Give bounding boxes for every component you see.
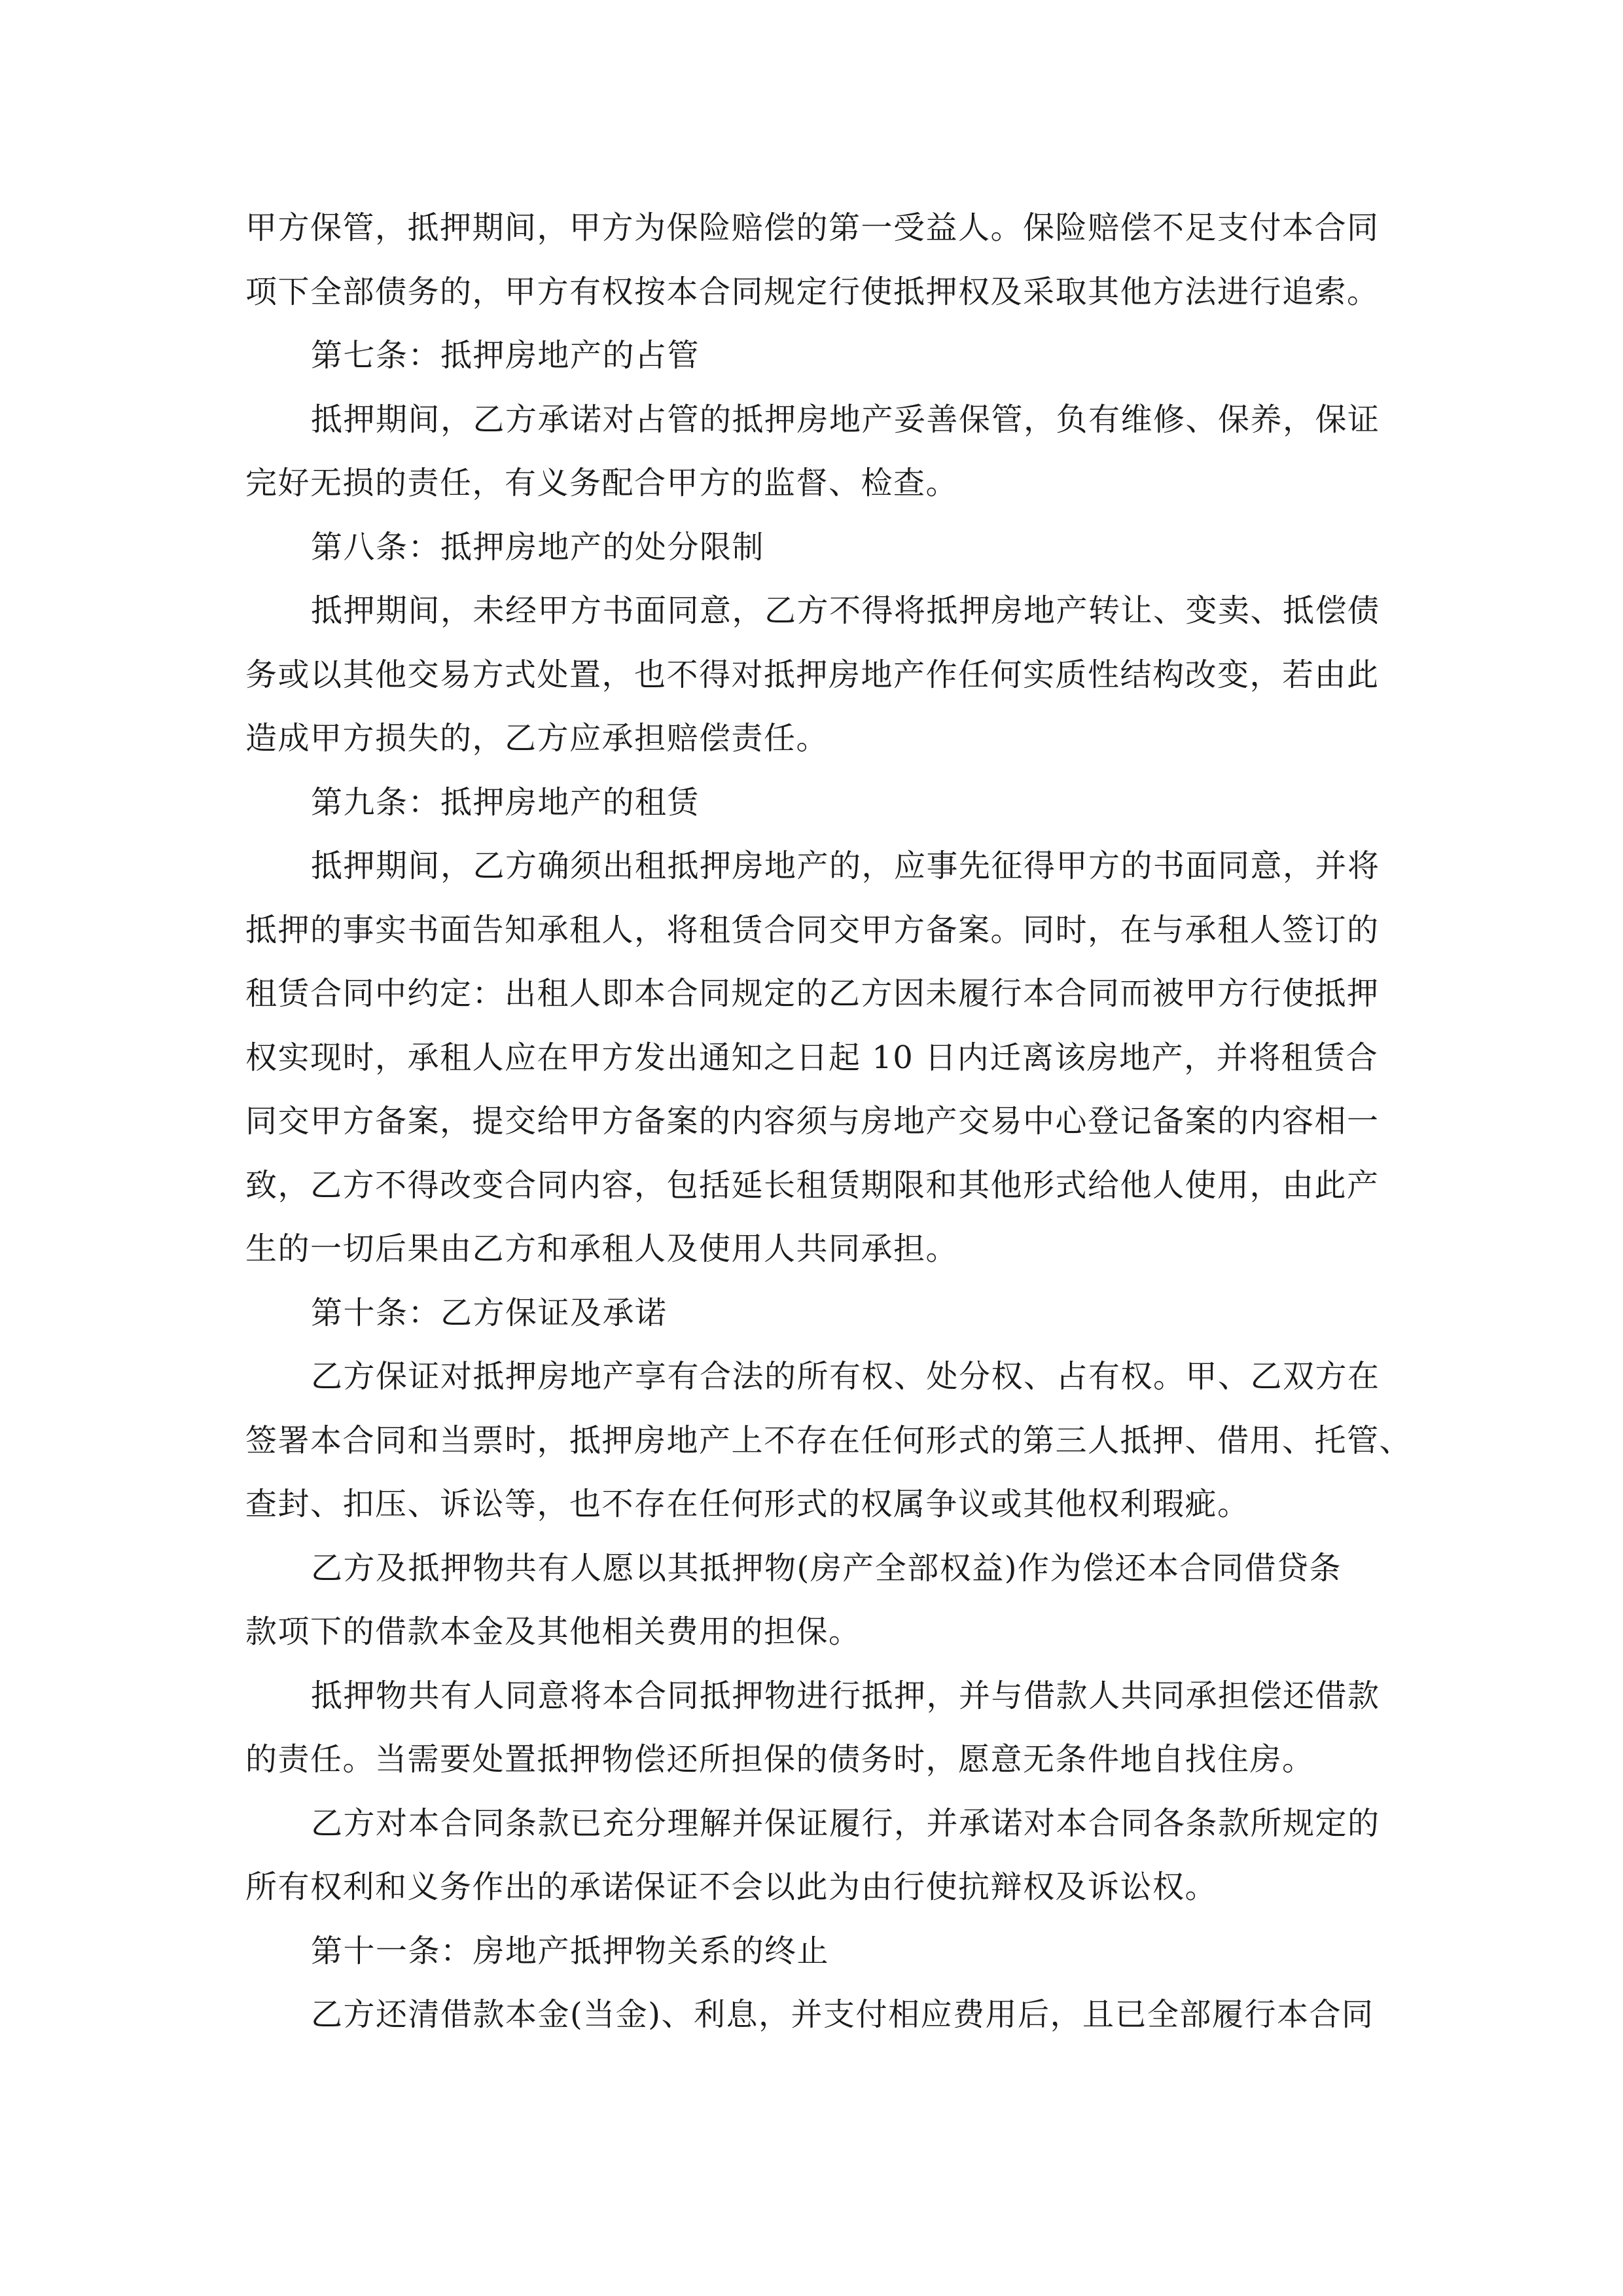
- text-line: 乙方保证对抵押房地产享有合法的所有权、处分权、占有权。甲、乙双方在: [311, 1358, 1380, 1395]
- document-body: [245, 196, 1412, 2047]
- text-line: 乙方还清借款本金(当金)、利息，并支付相应费用后，且已全部履行本合同: [311, 1996, 1374, 2033]
- text-line: 所有权利和义务作出的承诺保证不会以此为由行使抗辩权及诉讼权。: [245, 1869, 1218, 1905]
- text-line: 抵押的事实书面告知承租人，将租赁合同交甲方备案。同时，在与承租人签订的: [245, 911, 1380, 948]
- text-line: 的责任。当需要处置抵押物偿还所担保的债务时，愿意无条件地自找住房。: [245, 1741, 1315, 1778]
- text-line: 租赁合同中约定：出租人即本合同规定的乙方因未履行本合同而被甲方行使抵押: [245, 975, 1380, 1012]
- text-line: 同交甲方备案，提交给甲方备案的内容须与房地产交易中心登记备案的内容相一: [245, 1103, 1380, 1139]
- text-line: 乙方及抵押物共有人愿以其抵押物(房产全部权益)作为偿还本合同借贷条: [311, 1549, 1342, 1587]
- text-line: 项下全部债务的，甲方有权按本合同规定行使抵押权及采取其他方法进行追索。: [245, 273, 1380, 310]
- text-line: 抵押物共有人同意将本合同抵押物进行抵押，并与借款人共同承担偿还借款: [311, 1677, 1380, 1714]
- section-heading-article-11: 第十一条：房地产抵押物关系的终止: [311, 1932, 830, 1969]
- text-line: 务或以其他交易方式处置，也不得对抵押房地产作任何实质性结构改变，若由此: [245, 656, 1380, 693]
- text-line: 生的一切后果由乙方和承租人及使用人共同承担。: [245, 1230, 959, 1267]
- section-heading-article-7: 第七条：抵押房地产的占管: [311, 337, 700, 374]
- text-line: 抵押期间，未经甲方书面同意，乙方不得将抵押房地产转让、变卖、抵偿债: [311, 592, 1380, 629]
- text-line: 查封、扣压、诉讼等，也不存在任何形式的权属争议或其他权利瑕疵。: [245, 1486, 1250, 1522]
- section-heading-article-8: 第八条：抵押房地产的处分限制: [311, 528, 765, 565]
- text-line: 签署本合同和当票时，抵押房地产上不存在任何形式的第三人抵押、借用、托管、: [245, 1422, 1412, 1459]
- text-line: 完好无损的责任，有义务配合甲方的监督、检查。: [245, 465, 959, 501]
- text-line: 甲方保管，抵押期间，甲方为保险赔偿的第一受益人。保险赔偿不足支付本合同: [245, 209, 1380, 246]
- text-line: 致，乙方不得改变合同内容，包括延长租赁期限和其他形式给他人使用，由此产: [245, 1166, 1380, 1204]
- text-line: 乙方对本合同条款已充分理解并保证履行，并承诺对本合同各条款所规定的: [311, 1804, 1380, 1842]
- text-line: 款项下的借款本金及其他相关费用的担保。: [245, 1613, 861, 1650]
- text-line: 抵押期间，乙方承诺对占管的抵押房地产妥善保管，负有维修、保养，保证: [311, 401, 1380, 438]
- text-line: 权实现时，承租人应在甲方发出通知之日起 10 日内迁离该房地产，并将租赁合: [245, 1039, 1379, 1076]
- text-line: 造成甲方损失的，乙方应承担赔偿责任。: [245, 720, 829, 757]
- section-heading-article-9: 第九条：抵押房地产的租赁: [311, 783, 700, 821]
- section-heading-article-10: 第十条：乙方保证及承诺: [311, 1294, 668, 1331]
- text-line: 抵押期间，乙方确须出租抵押房地产的，应事先征得甲方的书面同意，并将: [311, 848, 1380, 884]
